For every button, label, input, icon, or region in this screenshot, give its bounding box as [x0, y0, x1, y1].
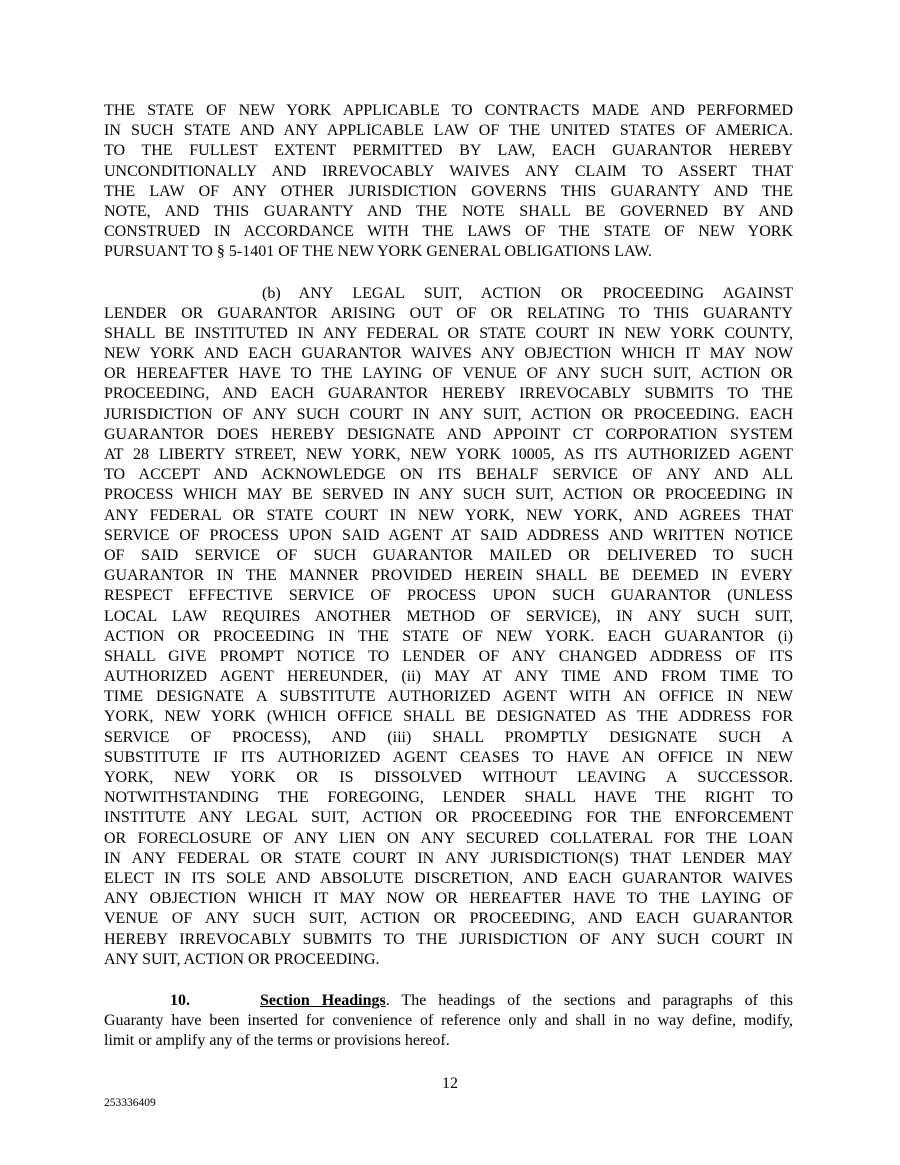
text-line: SHALL GIVE PROMPT NOTICE TO LENDER OF ANY CHANGED ADDRESS OF ITS [104, 647, 793, 665]
text-line: VENUE OF ANY SUCH SUIT, ACTION OR PROCEEDING, AND EACH GUARANTOR [104, 910, 793, 928]
text-line: NEW YORK AND EACH GUARANTOR WAIVES ANY OBJECTION WHICH IT MAY NOW [104, 345, 793, 363]
section-10-body-lines [104, 1011, 793, 1051]
text-line: limit or amplify any of the terms or provisions hereof. [104, 1032, 450, 1050]
text-line: YORK, NEW YORK OR IS DISSOLVED WITHOUT LEAVING A SUCCESSOR. [104, 769, 793, 786]
text-line: ACTION OR PROCEEDING IN THE STATE OF NEW YORK. EACH GUARANTOR (i) [104, 627, 793, 645]
text-line: NOTE, AND THIS GUARANTY AND THE NOTE SHALL BE GOVERNED BY AND [104, 202, 793, 220]
paragraph-governing-law [104, 101, 793, 263]
text-line: Guaranty have been inserted for convenience of reference only and shall in no way define, modify, [104, 1012, 793, 1030]
text-line: ANY SUIT, ACTION OR PROCEEDING. [104, 950, 380, 968]
text-line: HEREBY IRREVOCABLY SUBMITS TO THE JURISDICTION OF ANY SUCH COURT IN [104, 930, 793, 948]
text-line: IN SUCH STATE AND ANY APPLICABLE LAW OF THE UNITED STATES OF AMERICA. [104, 122, 793, 140]
text-line: LOCAL LAW REQUIRES ANOTHER METHOD OF SERVICE), IN ANY SUCH SUIT, [104, 607, 793, 625]
text-line: ELECT IN ITS SOLE AND ABSOLUTE DISCRETION, AND EACH GUARANTOR WAIVES [104, 869, 793, 887]
section-10-first-line [104, 991, 793, 1011]
text-line: UNCONDITIONALLY AND IRREVOCABLY WAIVES ANY CLAIM TO ASSERT THAT [104, 162, 793, 180]
paragraph-section-headings [104, 991, 793, 1052]
text-line: IN ANY FEDERAL OR STATE COURT IN ANY JURISDICTION(S) THAT LENDER MAY [104, 849, 793, 867]
text-line: SERVICE OF PROCESS UPON SAID AGENT AT SAID ADDRESS AND WRITTEN NOTICE [104, 526, 793, 544]
text-line: AT 28 LIBERTY STREET, NEW YORK, NEW YORK 10005, AS ITS AUTHORIZED AGENT [104, 446, 793, 463]
text-line: TO ACCEPT AND ACKNOWLEDGE ON ITS BEHALF SERVICE OF ANY AND ALL [104, 466, 793, 484]
text-line: PROCEEDING, AND EACH GUARANTOR HEREBY IRREVOCABLY SUBMITS TO THE [104, 385, 793, 403]
text-line: INSTITUTE ANY LEGAL SUIT, ACTION OR PROCEEDING FOR THE ENFORCEMENT [104, 809, 793, 827]
text-line: SERVICE OF PROCESS), AND (iii) SHALL PROMPTLY DESIGNATE SUCH A [104, 728, 793, 746]
text-line: TO THE FULLEST EXTENT PERMITTED BY LAW, EACH GUARANTOR HEREBY [104, 142, 793, 160]
paragraph-b-jurisdiction [104, 284, 793, 970]
text-line: PURSUANT TO § 5-1401 OF THE NEW YORK GENERAL OBLIGATIONS LAW. [104, 243, 652, 261]
text-line: ANY OBJECTION WHICH IT MAY NOW OR HEREAFTER HAVE TO THE LAYING OF [104, 890, 793, 908]
text-line: NOTWITHSTANDING THE FOREGOING, LENDER SHALL HAVE THE RIGHT TO [104, 789, 793, 807]
tab-spacer [190, 1004, 260, 1005]
text-line: LENDER OR GUARANTOR ARISING OUT OF OR RELATING TO THIS GUARANTY [104, 304, 793, 322]
text-line: PROCESS WHICH MAY BE SERVED IN ANY SUCH SUIT, ACTION OR PROCEEDING IN [104, 486, 793, 504]
text-line: RESPECT EFFECTIVE SERVICE OF PROCESS UPON SUCH GUARANTOR (UNLESS [104, 587, 793, 605]
text-line: TIME DESIGNATE A SUBSTITUTE AUTHORIZED AGENT WITH AN OFFICE IN NEW [104, 688, 793, 706]
text-line: GUARANTOR IN THE MANNER PROVIDED HEREIN SHALL BE DEEMED IN EVERY [104, 567, 793, 585]
text-line: JURISDICTION OF ANY SUCH COURT IN ANY SUIT, ACTION OR PROCEEDING. EACH [104, 405, 793, 423]
document-body [104, 101, 793, 1051]
text-line: GUARANTOR DOES HEREBY DESIGNATE AND APPOINT CT CORPORATION SYSTEM [104, 425, 793, 443]
text-line: YORK, NEW YORK (WHICH OFFICE SHALL BE DESIGNATED AS THE ADDRESS FOR [104, 708, 793, 726]
text-line: OR HEREAFTER HAVE TO THE LAYING OF VENUE OF ANY SUCH SUIT, ACTION OR [104, 365, 793, 383]
paragraph-b-body-lines [104, 304, 793, 970]
paragraph-b-first-line [104, 284, 793, 304]
page-number: 12 [442, 1075, 458, 1092]
text-line: SHALL BE INSTITUTED IN ANY FEDERAL OR STATE COURT IN NEW YORK COUNTY, [104, 324, 793, 342]
text-line: CONSTRUED IN ACCORDANCE WITH THE LAWS OF THE STATE OF NEW YORK [104, 223, 793, 241]
text-line: AUTHORIZED AGENT HEREUNDER, (ii) MAY AT ANY TIME AND FROM TIME TO [104, 668, 793, 686]
text-line: OF SAID SERVICE OF SUCH GUARANTOR MAILED OR DELIVERED TO SUCH [104, 546, 793, 564]
section-10-first-line-text: . The headings of the sections and paragraphs of this [385, 991, 793, 1009]
tab-spacer [281, 297, 299, 298]
paragraph-b-first-line-text: ANY LEGAL SUIT, ACTION OR PROCEEDING AGAINST [298, 284, 793, 302]
text-line: SUBSTITUTE IF ITS AUTHORIZED AGENT CEASES TO HAVE AN OFFICE IN NEW [104, 748, 793, 766]
text-line: THE LAW OF ANY OTHER JURISDICTION GOVERNS THIS GUARANTY AND THE [104, 182, 793, 200]
text-line: THE STATE OF NEW YORK APPLICABLE TO CONTRACTS MADE AND PERFORMED [104, 102, 793, 119]
text-line: OR FORECLOSURE OF ANY LIEN ON ANY SECURED COLLATERAL FOR THE LOAN [104, 829, 793, 847]
text-line: ANY FEDERAL OR STATE COURT IN NEW YORK, NEW YORK, AND AGREES THAT [104, 506, 793, 524]
clause-label-b: (b) [262, 284, 281, 302]
section-number: 10. [170, 991, 190, 1009]
document-id-stamp: 253336409 [104, 1097, 156, 1109]
section-heading-title: Section Headings [260, 991, 386, 1009]
